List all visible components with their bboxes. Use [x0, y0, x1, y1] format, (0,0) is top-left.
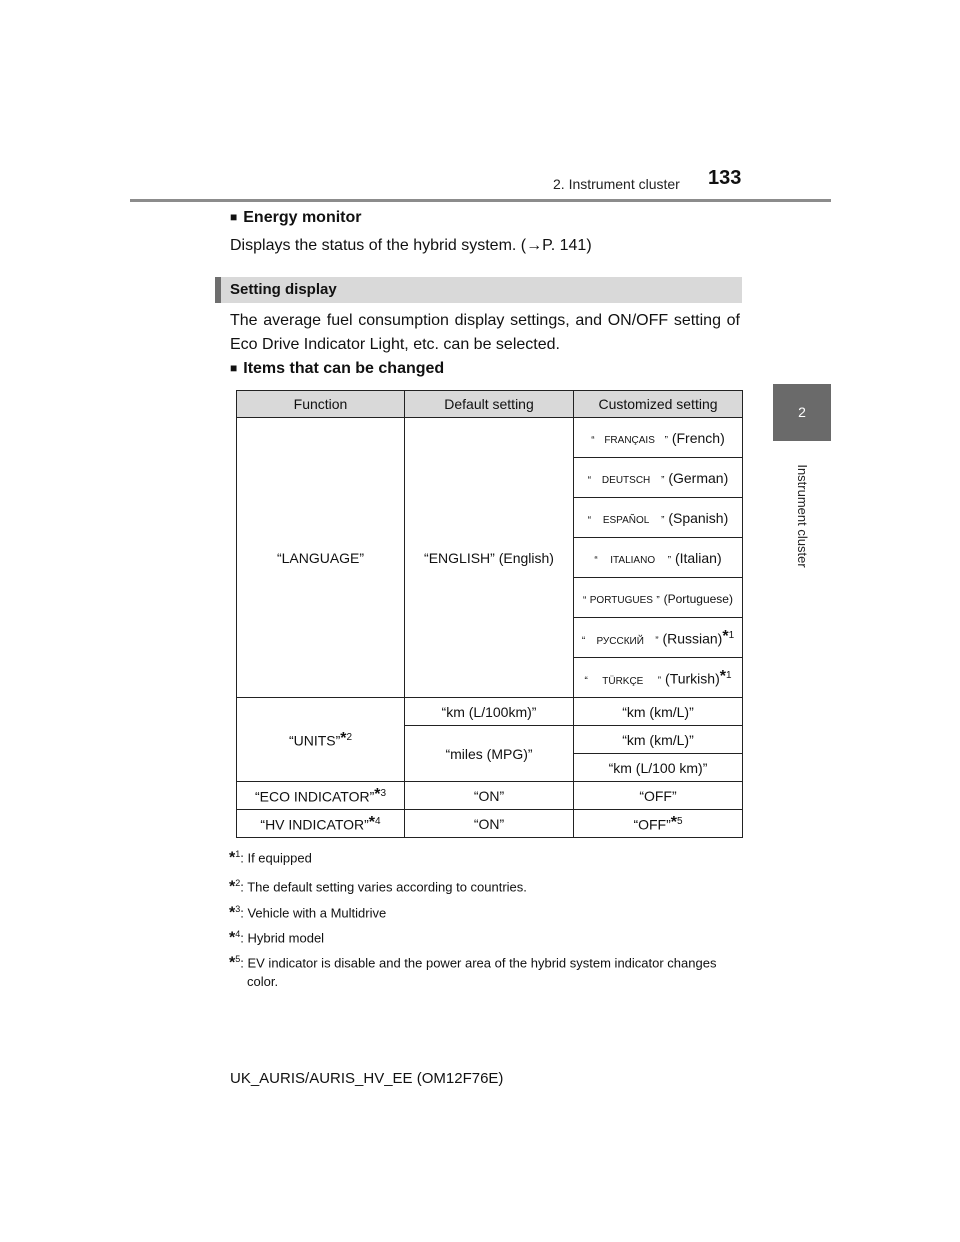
square-bullet-icon: ■: [230, 361, 238, 375]
language-option: “ PORTUGUES ” (Portuguese): [574, 578, 743, 618]
setting-display-paragraph: The average fuel consumption display settings, and ON/OFF setting of Eco Drive Indicator Light, etc. can be selected.: [230, 312, 740, 353]
footnote-marker: *1: [719, 668, 732, 686]
table-row: [237, 810, 743, 838]
units-custom-cell: “km (km/L)”: [574, 726, 743, 754]
language-option: “ РУССКИЙ ” (Russian)$^{*1}$: [574, 618, 743, 658]
footnote-marker: *2: [340, 730, 353, 748]
footnote: *$^4$: Hybrid model: [229, 929, 325, 947]
language-default-cell: “ENGLISH” (English): [405, 418, 574, 698]
language-option: “ FRANÇAIS ” (French): [574, 418, 743, 458]
document-code: UK_AURIS/AURIS_HV_EE (OM12F76E): [230, 1070, 504, 1087]
footnote-marker: *1: [722, 628, 735, 646]
page-reference-link[interactable]: P. 141): [542, 237, 592, 254]
language-option: “ ITALIANO ” (Italian): [574, 538, 743, 578]
units-default-cell: “km (L/100km)”: [405, 698, 574, 726]
section-heading-bar: [215, 277, 742, 303]
language-function-cell: “LANGUAGE”: [237, 418, 405, 698]
footnote-marker: *3: [374, 786, 387, 804]
footnote: *$^3$: Vehicle with a Multidrive: [229, 904, 387, 922]
items-heading: ■ Items that can be changed: [230, 360, 445, 377]
units-custom-cell: “km (km/L)”: [574, 698, 743, 726]
hv-default-cell: “ON”: [405, 810, 574, 838]
column-header: Default setting: [405, 391, 574, 418]
footnote: *$^5$: EV indicator is disable and the power area of the hybrid system indicator changes color.: [229, 954, 717, 990]
units-function-cell: “UNITS”$^{*2}$: [237, 698, 405, 782]
hv-custom-cell: “OFF”$^{*5}$: [574, 810, 743, 838]
energy-monitor-heading: ■ Energy monitor: [230, 209, 362, 226]
language-option: “ DEUTSCH ” (German): [574, 458, 743, 498]
column-header: Customized setting: [574, 391, 743, 418]
chapter-tab: 2: [773, 384, 831, 441]
header-divider: [130, 199, 831, 202]
footnote: *$^2$: The default setting varies according to countries.: [229, 878, 527, 896]
arrow-right-icon: →: [526, 237, 543, 254]
footnote: *$^1$: If equipped: [229, 849, 312, 867]
footnote-marker: *4: [368, 814, 381, 832]
energy-monitor-text: Displays the status of the hybrid system. (→P. 141): [230, 237, 592, 254]
header-chapter-title: 2. Instrument cluster: [553, 176, 680, 192]
eco-custom-cell: “OFF”: [574, 782, 743, 810]
table-row: [237, 698, 743, 726]
eco-function-cell: “ECO INDICATOR”$^{*3}$: [237, 782, 405, 810]
table-row: [237, 418, 743, 458]
eco-default-cell: “ON”: [405, 782, 574, 810]
language-option: “ ESPAÑOL ” (Spanish): [574, 498, 743, 538]
chapter-tab-label: Instrument cluster: [795, 464, 810, 568]
page-number: 133: [708, 167, 742, 189]
table-row: [237, 782, 743, 810]
section-heading: Setting display: [230, 281, 337, 298]
units-custom-cell: “km (L/100 km)”: [574, 754, 743, 782]
footnote-marker: *5: [670, 814, 683, 832]
settings-table: [236, 390, 743, 838]
hv-function-cell: “HV INDICATOR”$^{*4}$: [237, 810, 405, 838]
units-default-cell: “miles (MPG)”: [405, 726, 574, 782]
table-header-row: [237, 391, 743, 418]
square-bullet-icon: ■: [230, 210, 238, 224]
language-option: “ TÜRKÇE ” (Turkish)$^{*1}$: [574, 658, 743, 698]
column-header: Function: [237, 391, 405, 418]
